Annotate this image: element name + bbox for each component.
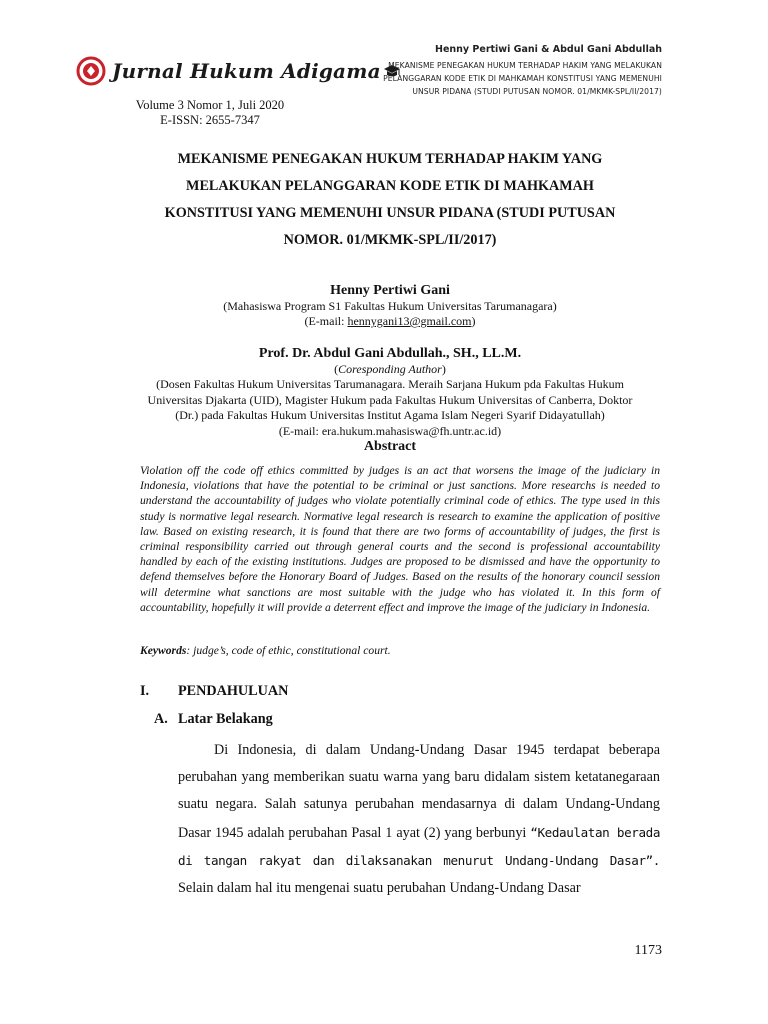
issn: E-ISSN: 2655-7347 <box>160 113 260 127</box>
title-line: MELAKUKAN PELANGGARAN KODE ETIK DI MAHKAMAH <box>186 178 594 194</box>
author-2-email: (E-mail: era.hukum.mahasiswa@fh.untr.ac.id) <box>278 423 502 438</box>
journal-name: Jurnal Hukum Adigama <box>112 59 381 83</box>
subsection-heading <box>154 711 273 728</box>
paren-close: ) <box>441 361 446 376</box>
author-2-block <box>140 346 640 439</box>
author-2-affiliation-line: (Dosen Fakultas Hukum Universitas Tarumanagara. Meraih Sarjana Hukum pda Fakultas Hukum <box>156 377 624 391</box>
title-line: KONSTITUSI YANG MEMENUHI UNSUR PIDANA (STUDI PUTUSAN <box>164 205 616 221</box>
page-number: 1173 <box>634 943 662 958</box>
paren-open: ( <box>334 361 339 376</box>
running-authors: Henny Pertiwi Gani & Abdul Gani Abdullah <box>435 44 662 55</box>
university-seal-icon <box>76 56 106 86</box>
section-heading <box>140 683 288 700</box>
subsection-title: Latar Belakang <box>178 711 273 727</box>
section-number: I. <box>140 683 150 699</box>
author-1-email-link[interactable]: hennygani13@gmail.com <box>347 314 472 328</box>
abstract-heading: Abstract <box>363 439 417 454</box>
email-prefix: (E-mail: <box>304 314 348 328</box>
body-text-continued: Selain dalam hal itu mengenai suatu perubahan Undang-Undang Dasar <box>178 880 581 897</box>
email-suffix: ) <box>471 314 476 328</box>
abstract-text: Violation off the code off ethics committed by judges is an act that worsens the image of the judiciary in Indonesia, violations that have the potential to be criminal or just sanctions. More researchs is needed to understand the accountability of judges who violate potentially criminal code of ethics. The type used in this study is normative legal research. Normative legal research is research to examine the application of positive law. Based on existing research, it is found that there are two forms of accountability of judges, the first is criminal responsibility carried out through general courts and the second is professional accountability handled by each of the existing institutions. Judges are proposed to be dismissed and have the opportunity to defend themselves before the Honorary Board of Judges. Based on the results of the honorary council session will determine what sanctions are most suitable with the judge who has violated it. In this form of accountability, hopefully it will provide a deterrent effect and improve the image of the judiciary in Indonesia. <box>140 464 660 614</box>
author-1-email-line <box>140 314 640 330</box>
section-title: PENDAHULUAN <box>178 683 289 699</box>
running-head <box>383 44 662 98</box>
keywords-label: Keywords <box>140 644 187 657</box>
journal-logo <box>76 56 401 86</box>
author-2-role: Coresponding Author <box>338 361 442 376</box>
volume-number: Volume 3 Nomor 1, Juli 2020 <box>135 98 285 112</box>
body-paragraph <box>178 737 660 902</box>
author-2-affiliation-line: (Dr.) pada Fakultas Hukum Universitas Institut Agama Islam Negeri Syarif Didayatullah) <box>175 408 605 422</box>
running-title-line: UNSUR PIDANA (STUDI PUTUSAN NOMOR. 01/MKMK-SPL/II/2017) <box>412 87 662 96</box>
title-line: NOMOR. 01/MKMK-SPL/II/2017) <box>283 232 497 248</box>
running-title-line: PELANGGARAN KODE ETIK DI MAHKAMAH KONSTITUSI YANG MEMENUHI <box>383 74 662 83</box>
quoted-article: “Kedaulatan berada di tangan rakyat dan dilaksanakan menurut Undang-Undang Dasar”. <box>178 824 660 868</box>
author-2-affiliation-line: Universitas Djakarta (UID), Magister Hukum pada Fakultas Hukum Universitas of Canberra, Doktor <box>147 392 633 407</box>
keywords-list: : judge’s, code of ethic, constitutional court. <box>186 644 391 657</box>
author-1-block <box>140 283 640 330</box>
title-line: MEKANISME PENEGAKAN HUKUM TERHADAP HAKIM YANG <box>177 151 603 167</box>
body-text: Di Indonesia, di dalam Undang-Undang Dasar 1945 terdapat beberapa perubahan yang memberikan suatu warna yang baru didalam sistem ketatanegaraan suatu negara. Salah satunya perubahan mendasarnya di dalam Undang-Undang Dasar 1945 adalah perubahan Pasal 1 ayat (2) yang berbunyi <box>178 742 660 841</box>
author-1-affiliation: (Mahasiswa Program S1 Fakultas Hukum Universitas Tarumanagara) <box>223 298 557 313</box>
volume-info <box>135 98 285 128</box>
subsection-number: A. <box>154 711 168 727</box>
author-2-role-line <box>140 362 640 378</box>
author-2-name: Prof. Dr. Abdul Gani Abdullah., SH., LL.M. <box>258 346 522 361</box>
paper-title <box>140 146 640 254</box>
author-1-name: Henny Pertiwi Gani <box>330 283 450 298</box>
running-title-line: MEKANISME PENEGAKAN HUKUM TERHADAP HAKIM YANG MELAKUKAN <box>388 61 662 70</box>
keywords <box>140 644 391 657</box>
